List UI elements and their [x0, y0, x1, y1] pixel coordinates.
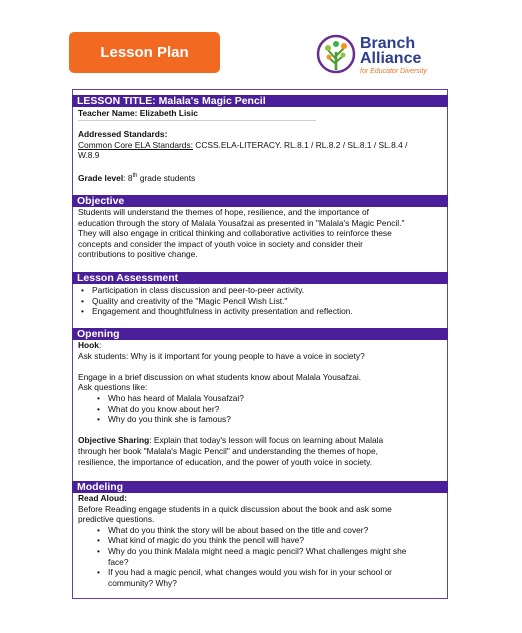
grade-label: Grade level [78, 172, 124, 183]
opening-text [78, 340, 440, 467]
objective-line: contributions to positive change. [78, 249, 198, 260]
list-item-continuation: community? Why? [108, 577, 177, 588]
list-item-continuation: face? [108, 556, 129, 567]
modeling-bar [72, 481, 448, 493]
assessment-bar [72, 272, 448, 284]
sharing-line: through her book "Malala's Magic Pencil" and understanding the themes of hope, [78, 445, 378, 456]
list-item: • Participation in class discussion and peer-to-peer activity. [92, 285, 440, 296]
modeling-heading: Modeling [77, 481, 124, 493]
grade-colon: : 8 [123, 172, 133, 183]
logo-name-line2: Alliance [360, 50, 422, 67]
engage-line: Ask questions like: [78, 382, 148, 393]
lesson-plan-badge [69, 32, 220, 73]
grade-rest: grade students [137, 172, 196, 183]
list-item: • Why do you think she is famous? [108, 414, 440, 425]
standards-block [78, 129, 440, 161]
grade-level [78, 171, 440, 183]
list-item: • What kind of magic do you think the pencil will have? [108, 535, 440, 546]
objective-heading: Objective [77, 195, 125, 207]
lesson-title: LESSON TITLE: Malala's Magic Pencil [77, 95, 266, 107]
hook-text: Ask students: Why is it important for young people to have a voice in society? [78, 350, 365, 361]
branch-alliance-logo [316, 34, 466, 78]
objective-line: education through the story of Malala Yousafzai as presented in "Malala's Magic Pencil." [78, 217, 405, 228]
logo-name-line1: Branch [360, 35, 416, 52]
divider [78, 120, 316, 121]
lesson-title-bar [72, 95, 448, 107]
list-item: • Quality and creativity of the "Magic Pencil Wish List." [92, 296, 440, 307]
grade-sup: th [132, 173, 138, 179]
teacher-name: Teacher Name: Elizabeth Lisic [78, 108, 198, 118]
assessment-heading: Lesson Assessment [77, 272, 179, 284]
modeling-intro-line: predictive questions. [78, 514, 155, 525]
standards-line1 [78, 140, 440, 151]
objective-line: They will also engage in critical thinking and collaborative activities to reinforce these [78, 228, 392, 239]
modeling-intro-line: Before Reading engage students in a quick discussion about the book and ask some [78, 503, 392, 514]
hook-label: Hook [78, 340, 99, 350]
objective-sharing-label: Objective Sharing [78, 435, 150, 446]
read-aloud-label: Read Aloud: [78, 493, 128, 503]
hook-colon: : [98, 340, 102, 350]
lesson-plan-badge-label: Lesson Plan [100, 44, 189, 61]
list-item: • Who has heard of Malala Yousafzai? [108, 393, 440, 404]
objective-text [78, 207, 440, 260]
list-item: • What do you think the story will be about based on the title and cover? [108, 525, 440, 536]
opening-bar [72, 328, 448, 340]
standards-text-line2: W.8.9 [78, 150, 100, 161]
logo-tagline: for Educator Diversity [360, 68, 427, 75]
objective-line: Students will understand the themes of hope, resilience, and the importance of [78, 207, 369, 217]
objective-bar [72, 195, 448, 207]
tree-icon [316, 34, 356, 76]
standards-text-line1: CCSS.ELA-LITERACY. RL.8.1 / RL.8.2 / SL.8.1 / SL.8.4 / [192, 139, 408, 150]
sharing-line: resilience, the importance of education, and the power of youth voice in society. [78, 456, 373, 467]
list-item: • Engagement and thoughtfulness in activity presentation and reflection. [92, 306, 440, 317]
opening-heading: Opening [77, 328, 120, 340]
assessment-list [78, 285, 440, 317]
list-item: • Why do you think Malala might need a magic pencil? What challenges might she [108, 546, 440, 557]
list-item: • If you had a magic pencil, what changes would you wish for in your school or [108, 567, 440, 578]
list-item: • What do you know about her? [108, 404, 440, 415]
sharing-line: : Explain that today's lesson will focus on learning about Malala [149, 435, 384, 446]
standards-label: Common Core ELA Standards: [78, 139, 193, 150]
standards-heading: Addressed Standards: [78, 129, 168, 139]
modeling-text [78, 493, 440, 588]
engage-line: Engage in a brief discussion on what students know about Malala Yousafzai. [78, 371, 362, 382]
objective-line: concepts and consider the impact of youth voice in society and consider their [78, 238, 363, 249]
